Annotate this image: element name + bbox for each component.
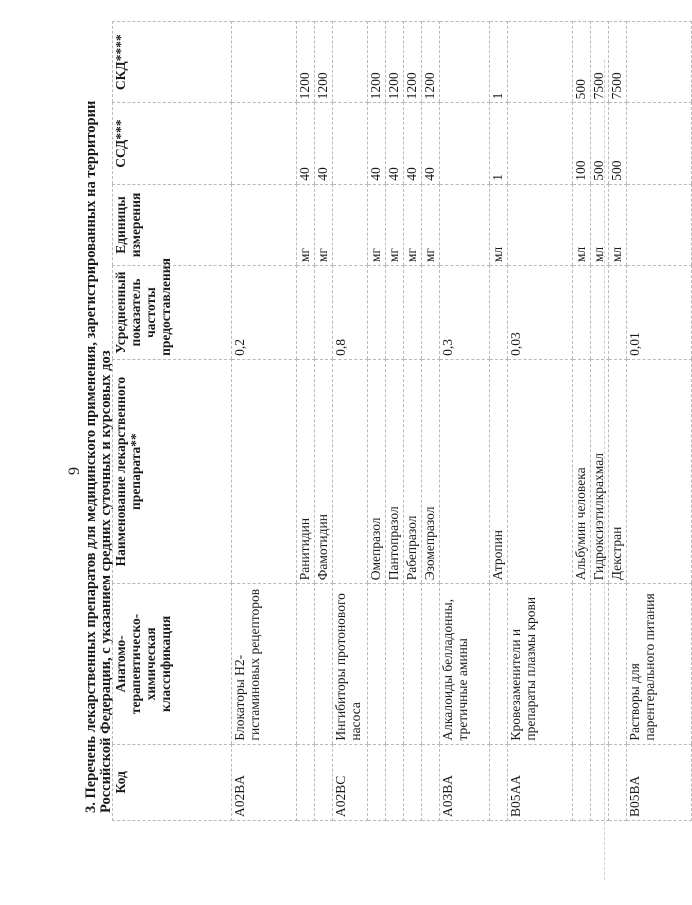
cell-skd: 7500 xyxy=(591,22,609,103)
drug-table xyxy=(112,21,692,821)
cell-atc: Алкалоиды белладонны, третичные амины xyxy=(440,584,490,744)
cell-atc xyxy=(609,584,627,744)
cell-frequency xyxy=(297,266,315,360)
table-row xyxy=(368,22,386,821)
cell-skd: 1200 xyxy=(386,22,404,103)
cell-drug-name: Ранитидин xyxy=(297,359,315,583)
cell-drug-name xyxy=(440,359,490,583)
cell-code xyxy=(422,744,440,820)
cell-code xyxy=(490,744,508,820)
cell-unit: мг xyxy=(368,184,386,265)
cell-frequency: 0,8 xyxy=(333,266,368,360)
header-ssd: ССД*** xyxy=(113,103,232,184)
table-row xyxy=(404,22,422,821)
table-row xyxy=(422,22,440,821)
cell-frequency xyxy=(315,266,333,360)
cell-drug-name: Альбумин человека xyxy=(573,359,591,583)
cell-skd: 7500 xyxy=(609,22,627,103)
cell-unit: мл xyxy=(490,184,508,265)
cell-drug-name xyxy=(627,359,692,583)
cell-frequency xyxy=(368,266,386,360)
table-row xyxy=(627,22,692,821)
cell-skd: 1200 xyxy=(422,22,440,103)
cell-skd xyxy=(627,22,692,103)
cell-code xyxy=(404,744,422,820)
table-row xyxy=(591,22,609,821)
cell-unit: мл xyxy=(609,184,627,265)
cell-atc: Кровезаменители и препараты плазмы крови xyxy=(508,584,573,744)
cell-frequency: 0,3 xyxy=(440,266,490,360)
cell-skd xyxy=(508,22,573,103)
cell-skd xyxy=(440,22,490,103)
cell-ssd xyxy=(627,103,692,184)
cell-frequency xyxy=(422,266,440,360)
cell-ssd: 100 xyxy=(573,103,591,184)
table-row xyxy=(490,22,508,821)
cell-atc xyxy=(573,584,591,744)
cell-skd: 1200 xyxy=(404,22,422,103)
cell-skd: 1200 xyxy=(297,22,315,103)
cell-ssd xyxy=(232,103,297,184)
cell-code xyxy=(609,744,627,820)
cell-code: B05AA xyxy=(508,744,573,820)
cell-atc: Ингибиторы протонового насоса xyxy=(333,584,368,744)
section-title: 3. Перечень лекарственных препаратов для медицинского применения, зарегистрированных на территории Российской Федерации, с указанием средних суточных и курсовых доз xyxy=(83,100,114,813)
cell-code xyxy=(315,744,333,820)
cell-code: A02BC xyxy=(333,744,368,820)
table-row xyxy=(609,22,627,821)
cell-skd xyxy=(232,22,297,103)
cell-ssd: 40 xyxy=(368,103,386,184)
cell-drug-name: Рабепразол xyxy=(404,359,422,583)
header-drug-name: Наименование лекарственного препарата** xyxy=(113,359,232,583)
cell-code xyxy=(386,744,404,820)
cell-drug-name: Атропин xyxy=(490,359,508,583)
page-number: 9 xyxy=(66,467,83,475)
cell-skd: 1200 xyxy=(315,22,333,103)
cell-drug-name: Эзомепразол xyxy=(422,359,440,583)
cell-atc xyxy=(490,584,508,744)
table-row xyxy=(573,22,591,821)
table-row xyxy=(232,22,297,821)
cell-ssd xyxy=(508,103,573,184)
cell-code xyxy=(591,744,609,820)
table-row xyxy=(508,22,573,821)
cell-unit: мл xyxy=(591,184,609,265)
cell-code xyxy=(297,744,315,820)
cell-atc: Растворы для парентерального питания xyxy=(627,584,692,744)
table-row xyxy=(386,22,404,821)
cell-skd: 500 xyxy=(573,22,591,103)
cell-frequency xyxy=(404,266,422,360)
cell-unit xyxy=(508,184,573,265)
cell-drug-name: Гидроксиэтилкрахмал xyxy=(591,359,609,583)
cell-unit: мг xyxy=(297,184,315,265)
cell-drug-name: Пантопразол xyxy=(386,359,404,583)
cell-skd: 1200 xyxy=(368,22,386,103)
cell-frequency xyxy=(490,266,508,360)
cell-ssd: 1 xyxy=(490,103,508,184)
cell-ssd: 40 xyxy=(297,103,315,184)
table-row xyxy=(297,22,315,821)
cell-atc xyxy=(591,584,609,744)
cell-unit xyxy=(333,184,368,265)
cell-ssd: 500 xyxy=(591,103,609,184)
table-row xyxy=(440,22,490,821)
header-skd: СКД**** xyxy=(113,22,232,103)
cell-code: A02BA xyxy=(232,744,297,820)
cell-drug-name xyxy=(508,359,573,583)
cell-drug-name: Омепразол xyxy=(368,359,386,583)
cell-code: B05BA xyxy=(627,744,692,820)
cell-atc xyxy=(386,584,404,744)
cell-drug-name: Декстран xyxy=(609,359,627,583)
cell-unit xyxy=(232,184,297,265)
cell-unit: мг xyxy=(404,184,422,265)
cell-atc xyxy=(404,584,422,744)
cell-atc: Блокаторы Н2-гистаминовых рецепторов xyxy=(232,584,297,744)
cell-ssd: 40 xyxy=(315,103,333,184)
cell-ssd: 40 xyxy=(422,103,440,184)
cell-frequency: 0,03 xyxy=(508,266,573,360)
cell-unit xyxy=(440,184,490,265)
cell-frequency xyxy=(386,266,404,360)
cell-unit: мг xyxy=(315,184,333,265)
cell-code xyxy=(573,744,591,820)
cell-atc xyxy=(422,584,440,744)
cell-drug-name: Фамотидин xyxy=(315,359,333,583)
cell-ssd: 40 xyxy=(404,103,422,184)
cell-unit xyxy=(627,184,692,265)
cell-code xyxy=(368,744,386,820)
cell-unit: мг xyxy=(386,184,404,265)
cell-atc xyxy=(315,584,333,744)
cell-drug-name xyxy=(333,359,368,583)
cell-ssd: 500 xyxy=(609,103,627,184)
header-frequency: Усредненный показатель частоты предоставления xyxy=(113,266,232,360)
header-atc: Анатомо-терапевтическо-химическая классификация xyxy=(113,584,232,744)
cell-code: A03BA xyxy=(440,744,490,820)
cell-ssd xyxy=(440,103,490,184)
cell-atc xyxy=(368,584,386,744)
cell-ssd: 40 xyxy=(386,103,404,184)
cell-drug-name xyxy=(232,359,297,583)
table-row xyxy=(333,22,368,821)
table-header-row xyxy=(113,22,232,821)
cell-atc xyxy=(297,584,315,744)
cell-frequency xyxy=(573,266,591,360)
header-code: Код xyxy=(113,744,232,820)
cell-unit: мл xyxy=(573,184,591,265)
cell-frequency xyxy=(591,266,609,360)
cell-unit: мг xyxy=(422,184,440,265)
cell-frequency: 0,01 xyxy=(627,266,692,360)
cell-skd: 1 xyxy=(490,22,508,103)
table-row xyxy=(315,22,333,821)
header-unit: Единицы измерения xyxy=(113,184,232,265)
cell-frequency xyxy=(609,266,627,360)
cell-ssd xyxy=(333,103,368,184)
cell-skd xyxy=(333,22,368,103)
cell-frequency: 0,2 xyxy=(232,266,297,360)
